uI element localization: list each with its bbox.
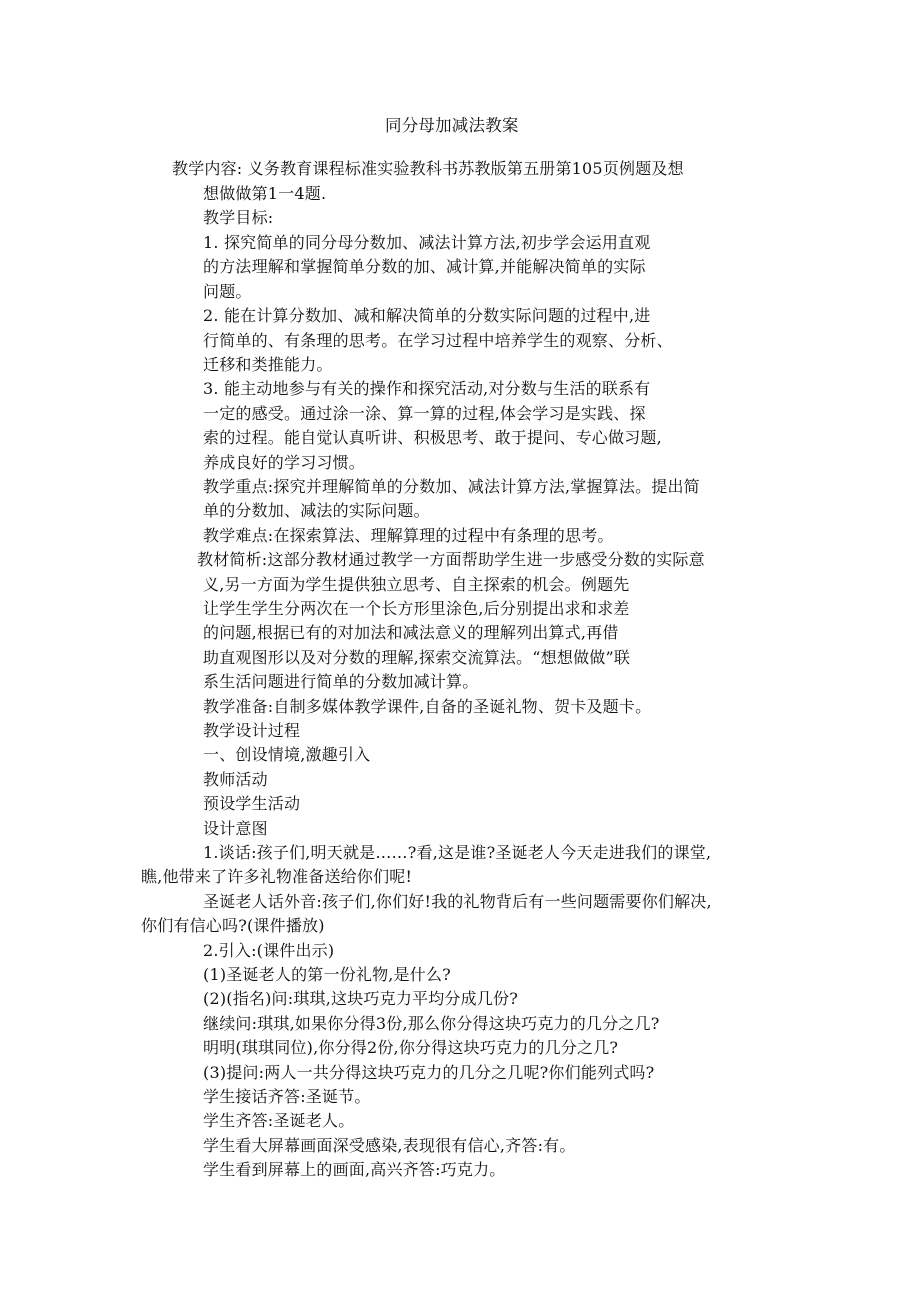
- text-line: 义,另一方面为学生提供独立思考、自主探索的机会。例题先: [203, 575, 630, 594]
- text-line: 教学重点:探究并理解简单的分数加、减法计算方法,掌握算法。提出简: [203, 477, 700, 496]
- text-line: 2.引入:(课件出示): [203, 941, 335, 960]
- text-line: 想做做第1一4题.: [203, 184, 327, 203]
- text-line: 的问题,根据已有的对加法和减法意义的理解列出算式,再借: [203, 623, 619, 642]
- text-line: 预设学生活动: [203, 794, 301, 813]
- document-title: 同分母加减法教案: [385, 116, 519, 135]
- text-line: 明明(琪琪同位),你分得2份,你分得这块巧克力的几分之几?: [203, 1038, 619, 1057]
- text-line: 学生看到屏幕上的画面,高兴齐答:巧克力。: [203, 1160, 506, 1179]
- text-line: 圣诞老人话外音:孩子们,你们好!我的礼物背后有一些问题需要你们解决,: [203, 892, 712, 911]
- text-line: 教材简析:这部分教材通过教学一方面帮助学生进一步感受分数的实际意: [197, 550, 705, 569]
- text-line: 教学目标:: [203, 208, 274, 227]
- text-line: 迁移和类推能力。: [203, 355, 333, 374]
- text-line: 行简单的、有条理的思考。在学习过程中培养学生的观察、分析、: [203, 331, 673, 350]
- text-line: 继续问:琪琪,如果你分得3份,那么你分得这块巧克力的几分之几?: [203, 1014, 660, 1033]
- text-line: 学生接话齐答:圣诞节。: [203, 1087, 371, 1106]
- text-line: (3)提问:两人一共分得这块巧克力的几分之几呢?你们能列式吗?: [203, 1063, 655, 1082]
- text-line: 问题。: [203, 282, 252, 301]
- text-line: 助直观图形以及对分数的理解,探索交流算法。“想想做做”联: [203, 648, 631, 667]
- text-line: 学生看大屏幕画面深受感染,表现很有信心,齐答:有。: [203, 1136, 576, 1155]
- text-line: 教师活动: [203, 770, 268, 789]
- text-line: 教学准备:自制多媒体教学课件,自备的圣诞礼物、贺卡及题卡。: [203, 697, 652, 716]
- text-line: 养成良好的学习习惯。: [203, 453, 366, 472]
- text-line: 设计意图: [203, 819, 268, 838]
- text-line: 2. 能在计算分数加、减和解决简单的分数实际问题的过程中,进: [203, 306, 651, 325]
- text-line: 的方法理解和掌握简单分数的加、减计算,并能解决简单的实际: [203, 257, 646, 276]
- text-line: 瞧,他带来了许多礼物准备送给你们呢!: [141, 867, 413, 886]
- text-line: (1)圣诞老人的第一份礼物,是什么?: [203, 965, 451, 984]
- text-line: (2)(指名)问:琪琪,这块巧克力平均分成几份?: [203, 989, 519, 1008]
- text-line: 教学内容: 义务教育课程标准实验教科书苏教版第五册第105页例题及想: [172, 159, 684, 178]
- text-line: 单的分数加、减法的实际问题。: [203, 501, 430, 520]
- text-line: 让学生学生分两次在一个长方形里涂色,后分别提出求和求差: [203, 599, 630, 618]
- section-heading: 教学设计过程: [203, 721, 301, 740]
- text-line: 索的过程。能自觉认真听讲、积极思考、敢于提问、专心做习题,: [203, 428, 662, 447]
- text-line: 系生活问题进行简单的分数加减计算。: [203, 672, 479, 691]
- text-line: 学生齐答:圣诞老人。: [203, 1111, 355, 1130]
- text-line: 一定的感受。通过涂一涂、算一算的过程,体会学习是实践、探: [203, 404, 646, 423]
- text-line: 1.谈话:孩子们,明天就是……?看,这是谁?圣诞老人今天走进我们的课堂,: [203, 843, 712, 862]
- text-line: 你们有信心吗?(课件播放): [141, 916, 325, 935]
- text-line: 1. 探究简单的同分母分数加、减法计算方法,初步学会运用直观: [203, 233, 651, 252]
- text-line: 教学难点:在探索算法、理解算理的过程中有条理的思考。: [203, 526, 614, 545]
- text-line: 3. 能主动地参与有关的操作和探究活动,对分数与生活的联系有: [203, 379, 651, 398]
- section-heading: 一、创设情境,激趣引入: [203, 745, 371, 764]
